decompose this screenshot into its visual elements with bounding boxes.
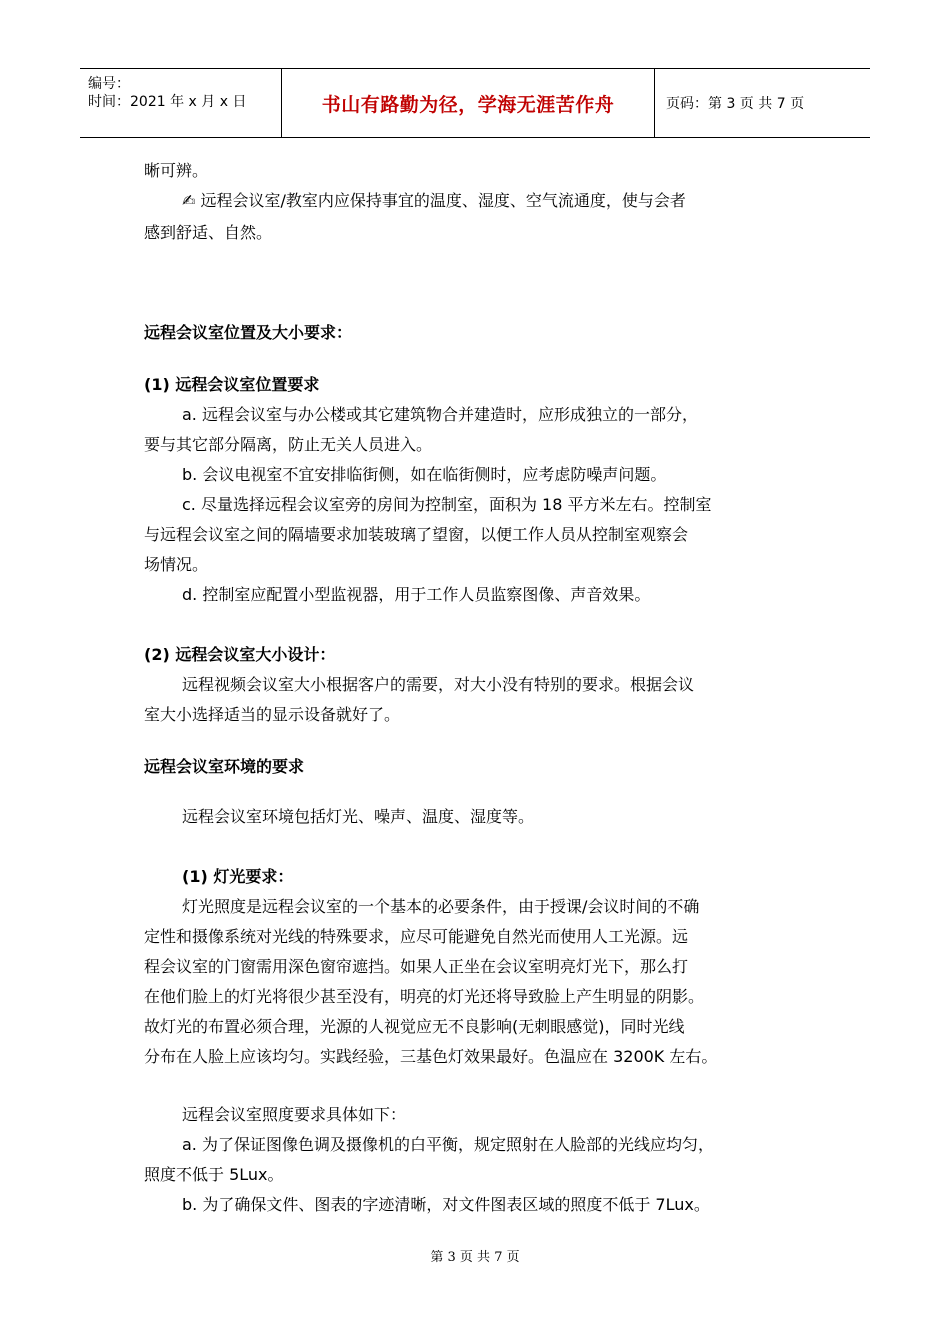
header-motto: 书山有路勤为径，学海无涯苦作舟 [321, 93, 615, 116]
subsection-heading: (2) 远程会议室大小设计： [144, 645, 336, 664]
paragraph-line: b. 会议电视室不宜安排临街侧，如在临街侧时，应考虑防噪声问题。 [182, 465, 667, 484]
paragraph-line: 照度不低于 5Lux。 [144, 1165, 284, 1184]
header-page-label: 页码：第 3 页 共 7 页 [666, 96, 805, 112]
paragraph-line: 远程会议室环境包括灯光、噪声、温度、湿度等。 [182, 807, 535, 826]
paragraph-line: a. 远程会议室与办公楼或其它建筑物合并建造时，应形成独立的一部分， [182, 405, 698, 424]
paragraph-line: d. 控制室应配置小型监视器，用于工作人员监察图像、声音效果。 [182, 585, 651, 604]
paragraph-line: 在他们脸上的灯光将很少甚至没有，明亮的灯光还将导致脸上产生明显的阴影。 [144, 987, 705, 1006]
paragraph-line: 故灯光的布置必须合理，光源的人视觉应无不良影响(无刺眼感觉)，同时光线 [144, 1017, 685, 1036]
header-motto-cell [281, 69, 655, 137]
header-meta [80, 69, 280, 137]
paragraph-line: a. 为了保证图像色调及摄像机的白平衡，规定照射在人脸部的光线应均匀， [182, 1135, 714, 1154]
page-header [80, 68, 870, 138]
paragraph-line: 程会议室的门窗需用深色窗帘遮挡。如果人正坐在会议室明亮灯光下，那么打 [144, 957, 689, 976]
subsection-heading: (1) 远程会议室位置要求 [144, 375, 320, 394]
footer-page-number: 第 3 页 共 7 页 [430, 1250, 520, 1265]
paragraph-line: 与远程会议室之间的隔墙要求加装玻璃了望窗，以便工作人员从控制室观察会 [144, 525, 689, 544]
header-number-label: 编号： [88, 76, 130, 92]
paragraph-line: 远程会议室照度要求具体如下： [182, 1105, 407, 1124]
paragraph-line: 室大小选择适当的显示设备就好了。 [144, 705, 401, 724]
paragraph-line: c. 尽量选择远程会议室旁的房间为控制室，面积为 18 平方米左右。控制室 [182, 495, 712, 514]
paragraph-line: 晰可辨。 [144, 161, 209, 180]
paragraph-line: 场情况。 [144, 555, 209, 574]
paragraph-line: 要与其它部分隔离，防止无关人员进入。 [144, 435, 433, 454]
header-page-cell [654, 69, 870, 137]
paragraph-line: 远程视频会议室大小根据客户的需要，对大小没有特别的要求。根据会议 [182, 675, 695, 694]
subsection-heading: (1) 灯光要求： [182, 867, 294, 886]
paragraph-line: 感到舒适、自然。 [144, 223, 273, 242]
page-footer [0, 1246, 950, 1265]
paragraph-line: 定性和摄像系统对光线的特殊要求，应尽可能避免自然光而使用人工光源。远 [144, 927, 689, 946]
paragraph-line: 灯光照度是远程会议室的一个基本的必要条件，由于授课/会议时间的不确 [182, 897, 700, 916]
header-time-label: 时间：2021 年 x 月 x 日 [88, 94, 247, 110]
section-heading: 远程会议室位置及大小要求： [144, 323, 353, 342]
paragraph-line: 分布在人脸上应该均匀。实践经验，三基色灯效果最好。色温应在 3200K 左右。 [144, 1047, 718, 1066]
paragraph-line: ✍ 远程会议室/教室内应保持事宜的温度、湿度、空气流通度，使与会者 [182, 191, 686, 210]
paragraph-line: b. 为了确保文件、图表的字迹清晰，对文件图表区域的照度不低于 7Lux。 [182, 1195, 710, 1214]
section-heading: 远程会议室环境的要求 [144, 757, 305, 776]
